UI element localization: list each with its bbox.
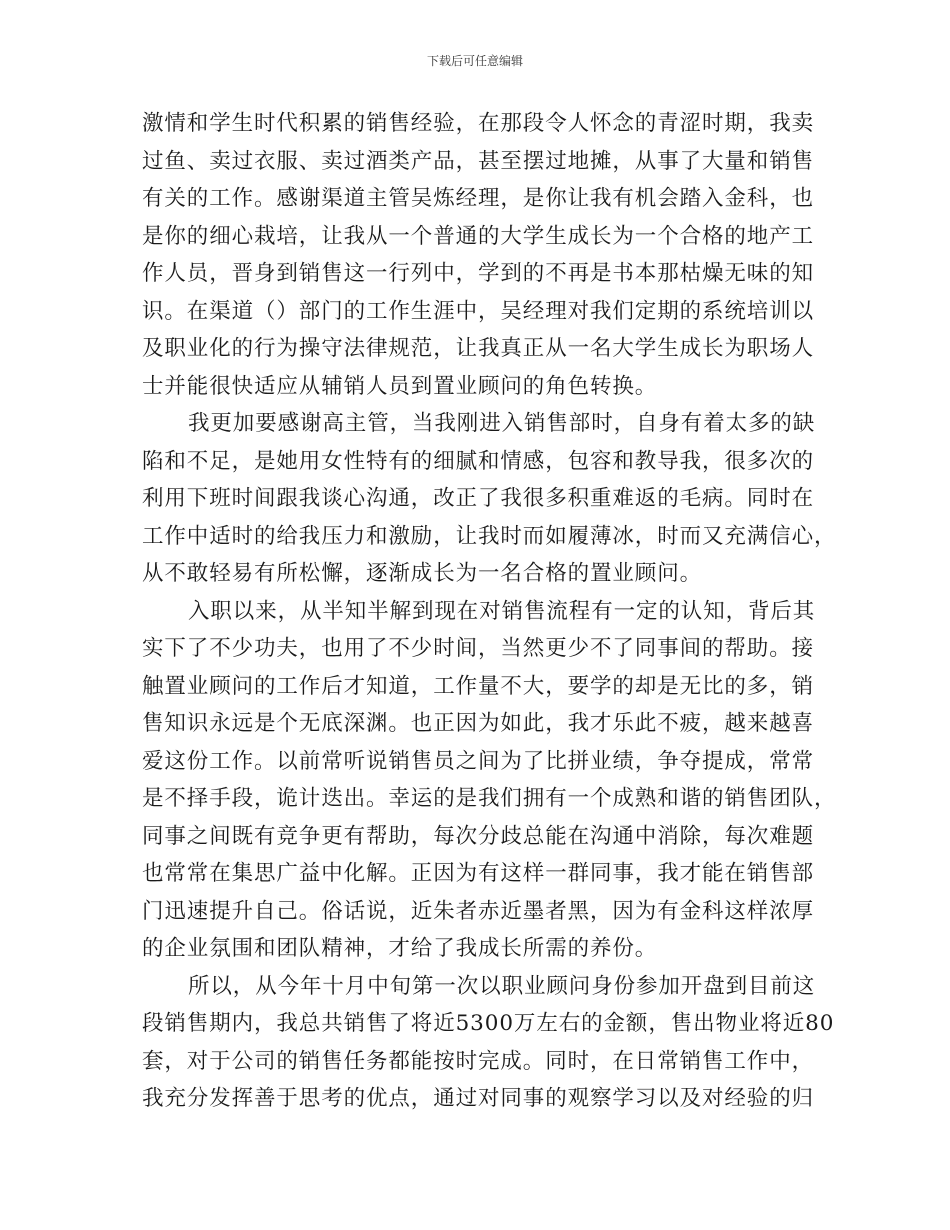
text-line: 同事之间既有竞争更有帮助，每次分歧总能在沟通中消除，每次难题 — [142, 823, 815, 849]
text-line: 过鱼、卖过衣服、卖过酒类产品，甚至摆过地摊，从事了大量和销售 — [142, 148, 815, 174]
text-line: 套，对于公司的销售任务都能按时完成。同时，在日常销售工作中， — [142, 1048, 815, 1074]
text-line: 激情和学生时代积累的销售经验，在那段令人怀念的青涩时期，我卖 — [142, 111, 815, 136]
text-line: 售知识永远是个无底深渊。也正因为如此，我才乐此不疲，越来越喜 — [142, 711, 815, 736]
page-header: 下载后可任意编辑 — [426, 54, 523, 68]
text-line: 工作中适时的给我压力和激励，让我时而如履薄冰，时而又充满信心， — [142, 523, 837, 549]
text-line: 是不择手段，诡计迭出。幸运的是我们拥有一个成熟和谐的销售团队， — [142, 786, 837, 811]
text-line: 士并能很快适应从辅销人员到置业顾问的角色转换。 — [142, 373, 658, 399]
paragraph-first-line: 我更加要感谢高主管，当我刚进入销售部时，自身有着太多的缺 — [188, 411, 816, 436]
text-line: 段销售期内，我总共销售了将近5300万左右的金额，售出物业将近80 — [142, 1011, 835, 1036]
text-line: 实下了不少功夫，也用了不少时间，当然更少不了同事间的帮助。接 — [142, 636, 815, 661]
text-line: 识。在渠道（）部门的工作生涯中，吴经理对我们定期的系统培训以 — [142, 298, 815, 324]
paragraph-first-line: 入职以来，从半知半解到现在对销售流程有一定的认知，背后其 — [188, 598, 816, 624]
text-line: 的企业氛围和团队精神，才给了我成长所需的养份。 — [142, 936, 658, 961]
text-line: 作人员，晋身到销售这一行列中，学到的不再是书本那枯燥无味的知 — [142, 261, 815, 286]
text-line: 是你的细心栽培，让我从一个普通的大学生成长为一个合格的地产工 — [142, 223, 815, 249]
text-line: 从不敢轻易有所松懈，逐渐成长为一名合格的置业顾问。 — [142, 561, 703, 586]
text-line: 有关的工作。感谢渠道主管吴炼经理，是你让我有机会踏入金科，也 — [142, 186, 815, 211]
text-line: 也常常在集思广益中化解。正因为有这样一群同事，我才能在销售部 — [142, 861, 815, 886]
text-line: 触置业顾问的工作后才知道，工作量不大，要学的却是无比的多，销 — [142, 673, 815, 699]
document-body — [142, 105, 837, 1118]
text-line: 我充分发挥善于思考的优点，通过对同事的观察学习以及对经验的归 — [142, 1086, 815, 1111]
paragraph-first-line: 所以，从今年十月中旬第一次以职业顾问身份参加开盘到目前这 — [188, 973, 816, 999]
text-line: 利用下班时间跟我谈心沟通，改正了我很多积重难返的毛病。同时在 — [142, 486, 815, 511]
text-line: 陷和不足，是她用女性特有的细腻和情感，包容和教导我，很多次的 — [142, 448, 815, 474]
text-line: 门迅速提升自己。俗话说，近朱者赤近墨者黑，因为有金科这样浓厚 — [142, 898, 815, 924]
text-line: 爱这份工作。以前常听说销售员之间为了比拼业绩，争夺提成，常常 — [142, 748, 815, 774]
text-line: 及职业化的行为操守法律规范，让我真正从一名大学生成长为职场人 — [142, 336, 815, 361]
